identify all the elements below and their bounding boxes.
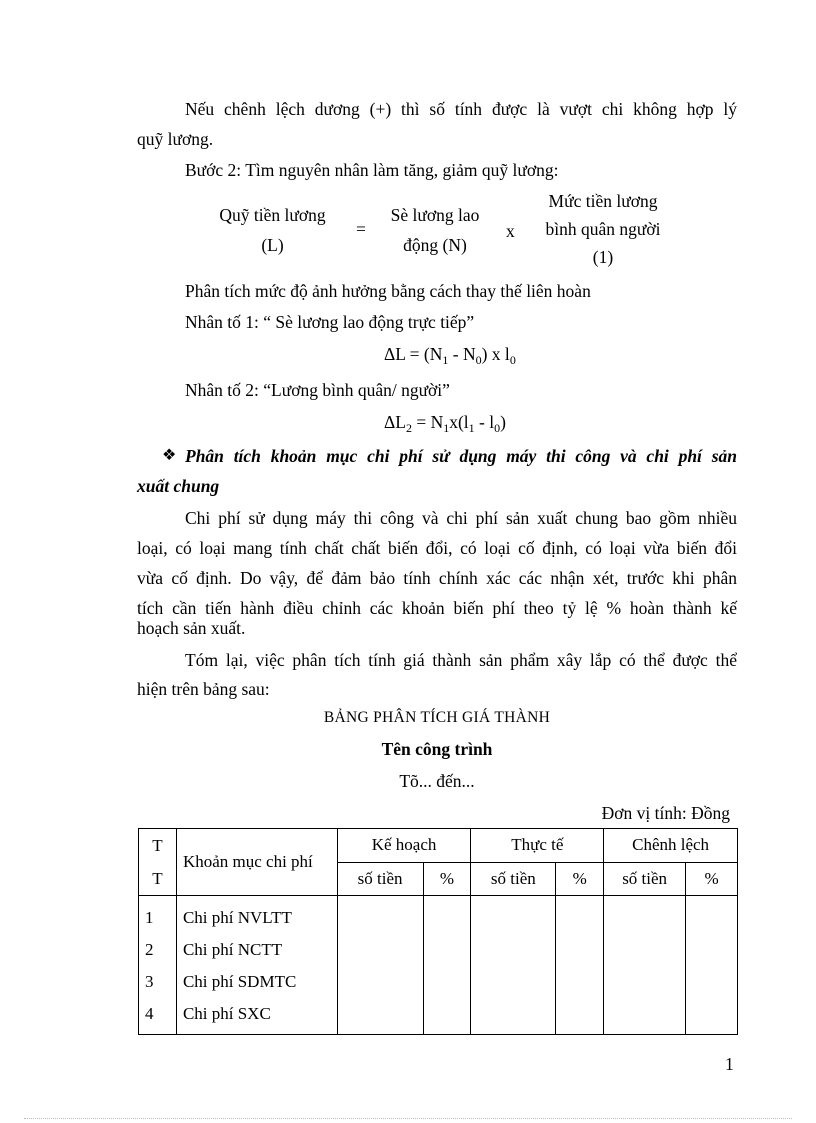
header-item: Khoản mục chi phí [176,829,337,896]
header-plan-amount: số tiền [337,862,423,896]
table-row [139,966,738,998]
formula-right-line2: bình quân người [545,219,661,239]
project-name: Tên công trình [381,739,493,759]
factor-1: Nhân tố 1: “ Sè lương lao động trực tiếp” [185,312,475,332]
header-actual: Thực tế [471,829,604,863]
paragraph-line: hiện trên bảng sau: [137,679,270,699]
header-diff: Chênh lệch [604,829,738,863]
row-item: Chi phí SXC [176,998,337,1035]
formula-left-line1: Quỹ tiền lương [219,205,326,225]
row-tt: 2 [139,934,177,966]
factor-2: Nhân tố 2: “Lương bình quân/ người” [185,380,450,400]
paragraph-line: Nếu chênh lệch dương (+) thì số tính được là vượt chi không hợp lý [185,99,737,119]
section-heading-line1: Phân tích khoản mục chi phí sử dụng máy thi công và chi phí sản [185,446,737,466]
formula-mid-line2: động (N) [403,235,467,255]
header-plan: Kế hoạch [337,829,471,863]
formula-times: x [506,221,515,241]
row-tt: 4 [139,998,177,1035]
table-row [139,934,738,966]
cost-analysis-table [138,828,738,1035]
row-item: Chi phí SDMTC [176,966,337,998]
paragraph-line: loại, có loại mang tính chất chất biến đổi, có loại cố định, có loại vừa biến đổi [137,538,737,558]
paragraph-line: Chi phí sử dụng máy thi công và chi phí sản xuất chung bao gồm nhiều [185,508,737,528]
table-row [139,998,738,1035]
currency-unit: Đơn vị tính: Đồng [601,803,730,823]
table-row [139,896,738,935]
row-tt: 1 [139,896,177,935]
equation-delta-l: $\Delta L = (N_1 - N_0)$ x $l_0$ [384,344,516,367]
paragraph-line: vừa cố định. Do vậy, để đảm bảo tính chính xác các nhận xét, trước khi phân [137,568,737,588]
formula-right-line1: Mức tiền lương [548,191,658,211]
formula-left-line2: (L) [261,235,284,255]
header-plan-percent: % [423,862,471,896]
step-2-text: Bước 2: Tìm nguyên nhân làm tăng, giảm quỹ lương: [185,160,559,180]
header-diff-percent: % [686,862,738,896]
paragraph-line: hoạch sản xuất. [137,618,246,638]
formula-mid-line1: Sè lương lao [390,205,480,225]
footer-dotted-divider [24,1118,792,1119]
formula-equals: = [356,219,366,239]
analysis-intro: Phân tích mức độ ảnh hưởng bằng cách thay thế liên hoàn [185,281,591,301]
table-title: BẢNG PHÂN TÍCH GIÁ THÀNH [323,709,551,726]
row-tt: 3 [139,966,177,998]
row-item: Chi phí NCTT [176,934,337,966]
section-heading-line2: xuất chung [137,476,220,496]
header-tt: T T [139,829,177,896]
period-range: Tõ... đến... [399,771,475,791]
formula-right-line3: (1) [592,247,614,267]
paragraph-line: tích cần tiến hành điều chỉnh các khoản biến phí theo tỷ lệ % hoàn thành kế [137,598,737,618]
row-item: Chi phí NVLTT [176,896,337,935]
header-actual-percent: % [556,862,604,896]
diamond-bullet-icon: ❖ [162,447,177,464]
header-diff-amount: số tiền [604,862,686,896]
header-actual-amount: số tiền [471,862,556,896]
equation-delta-l2: $\Delta L_2 = N_1x(l_1 - l_0)$ [384,412,506,435]
paragraph-line: quỹ lương. [137,129,214,149]
paragraph-line: Tóm lại, việc phân tích tính giá thành sản phẩm xây lắp có thể được thể [185,650,737,670]
page-number: 1 [725,1054,734,1074]
